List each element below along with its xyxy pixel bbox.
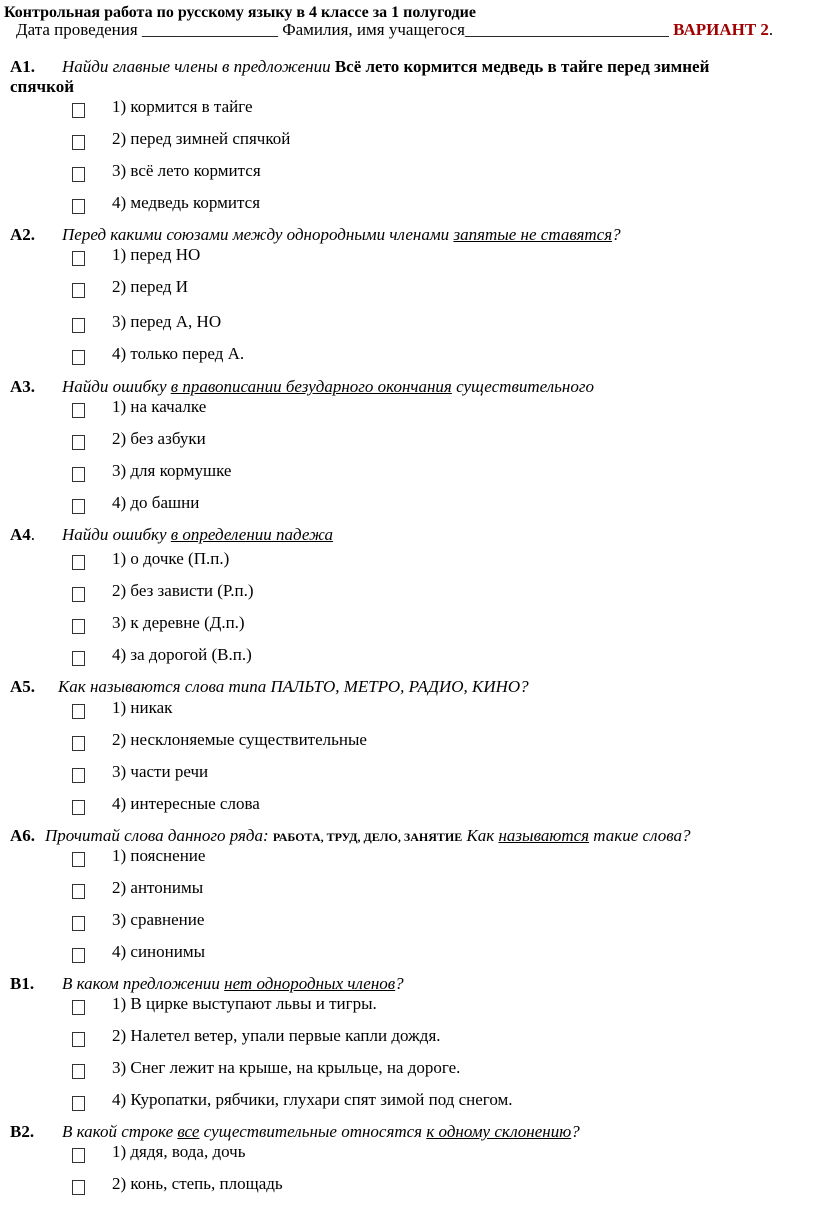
question-text: ? (571, 1122, 580, 1141)
question-number-dot: . (30, 525, 36, 544)
question-text: Прочитай слова данного ряда: (45, 826, 273, 845)
checkbox[interactable] (72, 651, 85, 666)
checkbox[interactable] (72, 1032, 85, 1047)
option-label: 3) сравнение (112, 910, 205, 929)
checkbox[interactable] (72, 736, 85, 751)
option-label: 4) Куропатки, рябчики, глухари спят зимой под снегом. (112, 1090, 513, 1109)
option-label: 1) перед НО (112, 245, 201, 264)
question-b1 (10, 974, 404, 994)
question-text: Как называются слова типа ПАЛЬТО, МЕТРО, РАДИО, КИНО? (58, 677, 529, 696)
question-text: ? (612, 225, 621, 244)
header-line (16, 20, 773, 40)
option-label: 4) за дорогой (В.п.) (112, 645, 252, 664)
question-text: ? (395, 974, 404, 993)
question-text: такие слова? (589, 826, 691, 845)
checkbox[interactable] (72, 283, 85, 298)
question-number: В2. (10, 1122, 35, 1141)
checkbox[interactable] (72, 587, 85, 602)
checkbox[interactable] (72, 619, 85, 634)
question-text-underlined: в правописании безударного окончания (170, 377, 452, 396)
option-label: 2) перед зимней спячкой (112, 129, 291, 148)
question-number: А6. (10, 826, 36, 845)
checkbox[interactable] (72, 318, 85, 333)
checkbox[interactable] (72, 435, 85, 450)
option-label: 1) дядя, вода, дочь (112, 1142, 246, 1161)
option-label: 1) о дочке (П.п.) (112, 549, 230, 568)
option-label: 1) никак (112, 698, 173, 717)
question-number: А3. (10, 377, 36, 396)
checkbox[interactable] (72, 555, 85, 570)
checkbox[interactable] (72, 948, 85, 963)
checkbox[interactable] (72, 852, 85, 867)
question-number (10, 525, 62, 545)
question-a2 (10, 225, 621, 245)
question-a5 (10, 677, 529, 697)
question-a3 (10, 377, 594, 397)
question-words: РАБОТА, ТРУД, ДЕЛО, ЗАНЯТИЕ (272, 830, 463, 844)
option-label: 2) конь, степь, площадь (112, 1174, 283, 1193)
option-label: 3) перед А, НО (112, 312, 222, 331)
option-label: 1) В цирке выступают львы и тигры. (112, 994, 377, 1013)
question-text: существительного (451, 377, 594, 396)
question-text: Найди ошибку (62, 377, 171, 396)
variant-label: ВАРИАНТ 2 (673, 20, 769, 39)
option-label: 3) Снег лежит на крыше, на крыльце, на дороге. (112, 1058, 461, 1077)
question-text: Найди главные члены в предложении (62, 57, 335, 76)
date-name-label: Дата проведения ________________ Фамилия, имя учащегося________________________ (16, 20, 669, 39)
checkbox[interactable] (72, 499, 85, 514)
option-label: 3) всё лето кормится (112, 161, 261, 180)
checkbox[interactable] (72, 704, 85, 719)
option-label: 2) антонимы (112, 878, 204, 897)
checkbox[interactable] (72, 403, 85, 418)
question-number: А5. (10, 677, 36, 696)
question-number: А2. (10, 225, 36, 244)
question-a6 (10, 826, 690, 847)
option-label: 2) без азбуки (112, 429, 206, 448)
question-text-underlined: все (177, 1122, 200, 1141)
variant-dot: . (768, 20, 774, 39)
question-number: В1. (10, 974, 35, 993)
checkbox[interactable] (72, 1148, 85, 1163)
question-number: А1. (10, 57, 36, 76)
question-text-underlined: в определении падежа (170, 525, 334, 544)
checkbox[interactable] (72, 1064, 85, 1079)
option-label: 4) синонимы (112, 942, 206, 961)
question-b2 (10, 1122, 580, 1142)
question-sentence: Всё лето кормится медведь в тайге перед зимней (334, 57, 710, 76)
question-number-text: А4 (10, 525, 31, 544)
question-a1-line2 (10, 77, 74, 97)
page-title: Контрольная работа по русскому языку в 4 классе за 1 полугодие (4, 4, 476, 21)
question-text-underlined: к одному склонению (426, 1122, 572, 1141)
option-label: 3) части речи (112, 762, 209, 781)
question-a1 (10, 57, 709, 77)
checkbox[interactable] (72, 350, 85, 365)
option-label: 2) перед И (112, 277, 189, 296)
checkbox[interactable] (72, 167, 85, 182)
option-label: 4) интересные слова (112, 794, 260, 813)
option-label: 2) Налетел ветер, упали первые капли дождя. (112, 1026, 441, 1045)
question-text-underlined: нет однородных членов (224, 974, 396, 993)
checkbox[interactable] (72, 1096, 85, 1111)
checkbox[interactable] (72, 800, 85, 815)
checkbox[interactable] (72, 135, 85, 150)
checkbox[interactable] (72, 916, 85, 931)
checkbox[interactable] (72, 884, 85, 899)
question-sentence-cont: спячкой (10, 77, 74, 96)
question-text: существительные относятся (199, 1122, 427, 1141)
option-label: 1) пояснение (112, 846, 206, 865)
checkbox[interactable] (72, 467, 85, 482)
option-label: 4) медведь кормится (112, 193, 261, 212)
question-text: В каком предложении (62, 974, 225, 993)
question-text: Как (462, 826, 499, 845)
checkbox[interactable] (72, 199, 85, 214)
checkbox[interactable] (72, 103, 85, 118)
question-a4 (10, 525, 333, 545)
checkbox[interactable] (72, 1180, 85, 1195)
option-label: 4) до башни (112, 493, 200, 512)
checkbox[interactable] (72, 1000, 85, 1015)
option-label: 3) для кормушке (112, 461, 232, 480)
option-label: 3) к деревне (Д.п.) (112, 613, 245, 632)
question-text: Перед какими союзами между однородными членами (62, 225, 454, 244)
question-text-underlined: запятые не ставятся (453, 225, 613, 244)
question-text: Найди ошибку (62, 525, 171, 544)
option-label: 2) без зависти (Р.п.) (112, 581, 254, 600)
question-text: В какой строке (62, 1122, 178, 1141)
option-label: 2) несклоняемые существительные (112, 730, 367, 749)
option-label: 1) на качалке (112, 397, 207, 416)
question-text-underlined: называются (498, 826, 590, 845)
option-label: 1) кормится в тайге (112, 97, 253, 116)
option-label: 4) только перед А. (112, 344, 245, 363)
checkbox[interactable] (72, 251, 85, 266)
checkbox[interactable] (72, 768, 85, 783)
